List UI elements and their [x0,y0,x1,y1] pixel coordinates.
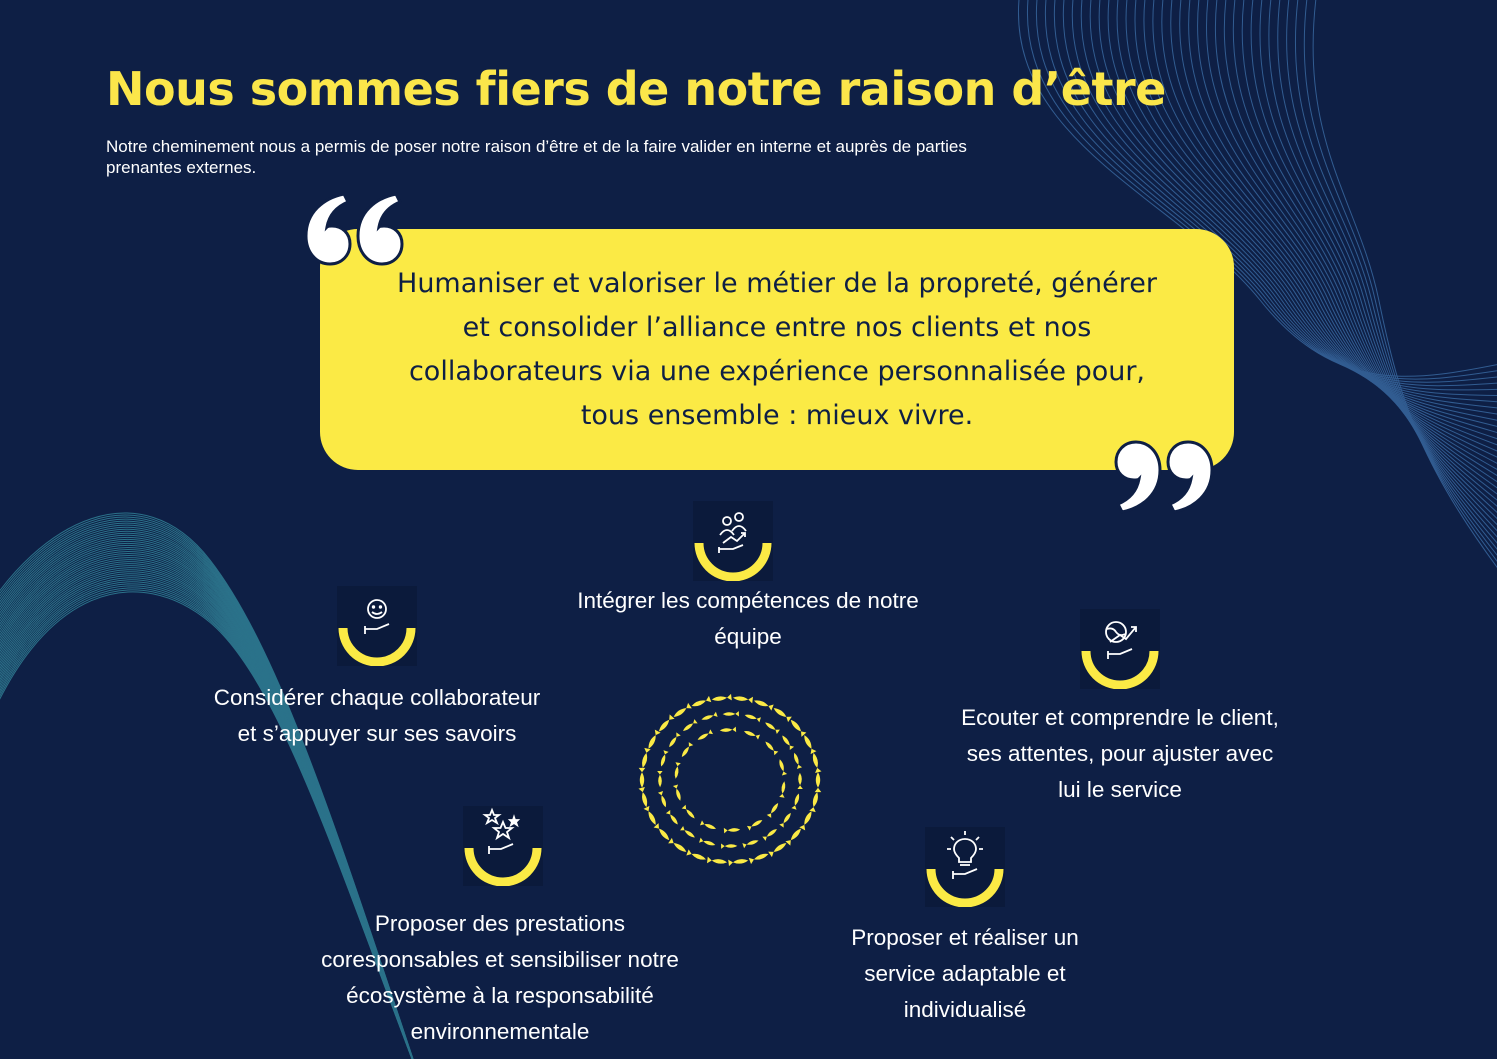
value-text-team: Intégrer les compétences de notre équipe [577,588,919,649]
stars-hand-icon [463,806,543,886]
smiley-hand-icon [337,586,417,666]
mission-quote-text: Humaniser et valoriser le métier de la propreté, générer et consolider l’alliance entre nos clients et nos collaborateurs via une expérience personnalisée pour, tous ensemble : mieux vivre. [397,267,1157,431]
globe-growth-icon [1080,609,1160,689]
mission-quote-box [320,229,1234,470]
value-text-service: Proposer et réaliser un service adaptable et individualisé [851,925,1079,1022]
value-text-collaborator: Considérer chaque collaborateur et s’appuyer sur ses savoirs [213,685,541,746]
team-growth-icon [693,501,773,581]
lightbulb-hand-icon [925,827,1005,907]
value-text-client: Ecouter et comprendre le client, ses attentes, pour ajuster avec lui le service [961,705,1279,802]
fish-circle-illustration [620,680,840,880]
page-title: Nous sommes fiers de notre raison d’être [106,62,1166,116]
open-quote-icon [300,188,404,268]
close-quote-icon [1114,438,1218,518]
page-subtitle: Notre cheminement nous a permis de poser notre raison d’être et de la faire valider en interne et auprès de parties prenantes externes. [106,137,967,177]
value-text-environment: Proposer des prestations coresponsables et sensibiliser notre écosystème à la responsabilité environnementale [321,911,679,1044]
